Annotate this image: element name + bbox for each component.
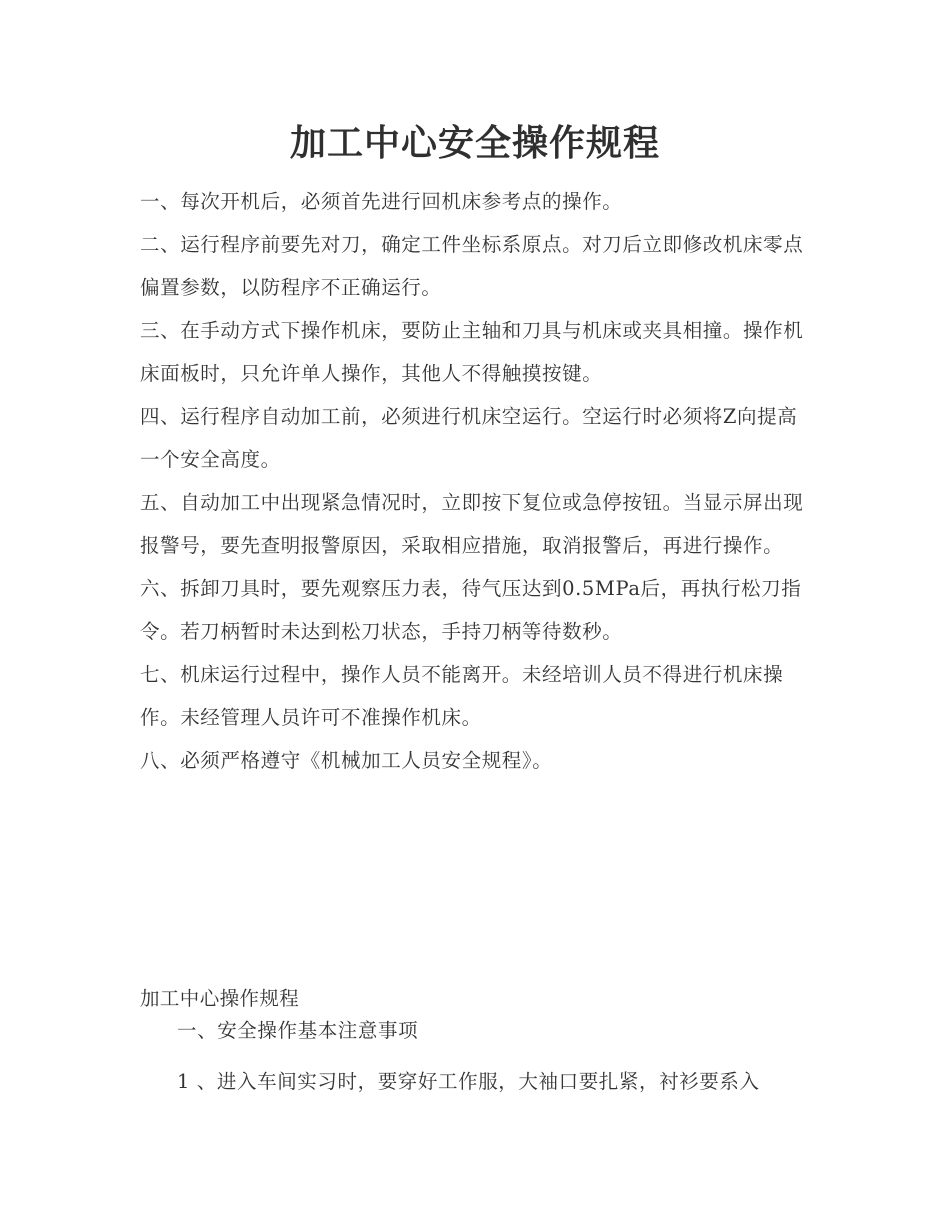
clause-item: 四、运行程序自动加工前，必须进行机床空运行。空运行时必须将Z向提高一个安全高度。 (140, 405, 798, 471)
section-title: 加工中心操作规程 (140, 987, 300, 1010)
clause-item: 一、每次开机后，必须首先进行回机床参考点的操作。 (140, 190, 623, 213)
clause-item: 二、运行程序前要先对刀，确定工件坐标系原点。对刀后立即修改机床零点偏置参数，以防程序不正确运行。 (140, 233, 804, 299)
section-list-item: 1 、进入车间实习时，要穿好工作服，大袖口要扎紧，衬衫要系入 (177, 1070, 760, 1093)
clause-item: 六、拆卸刀具时，要先观察压力表，待气压达到0.5MPa后，再执行松刀指令。若刀柄暂时未达到松刀状态，手持刀柄等待数秒。 (140, 577, 802, 643)
document-title: 加工中心安全操作规程 (289, 122, 660, 164)
clause-list (140, 180, 812, 782)
clause-item: 八、必须严格遵守《机械加工人员安全规程》。 (140, 749, 553, 772)
clause-item: 五、自动加工中出现紧急情况时，立即按下复位或急停按钮。当显示屏出现报警号，要先查明报警原因，采取相应措施，取消报警后，再进行操作。 (140, 491, 804, 557)
clause-item: 七、机床运行过程中，操作人员不能离开。未经培训人员不得进行机床操作。未经管理人员许可不准操作机床。 (140, 663, 784, 729)
section-subheading: 一、安全操作基本注意事项 (177, 1019, 419, 1042)
clause-item: 三、在手动方式下操作机床，要防止主轴和刀具与机床或夹具相撞。操作机床面板时，只允许单人操作，其他人不得触摸按键。 (140, 319, 804, 385)
